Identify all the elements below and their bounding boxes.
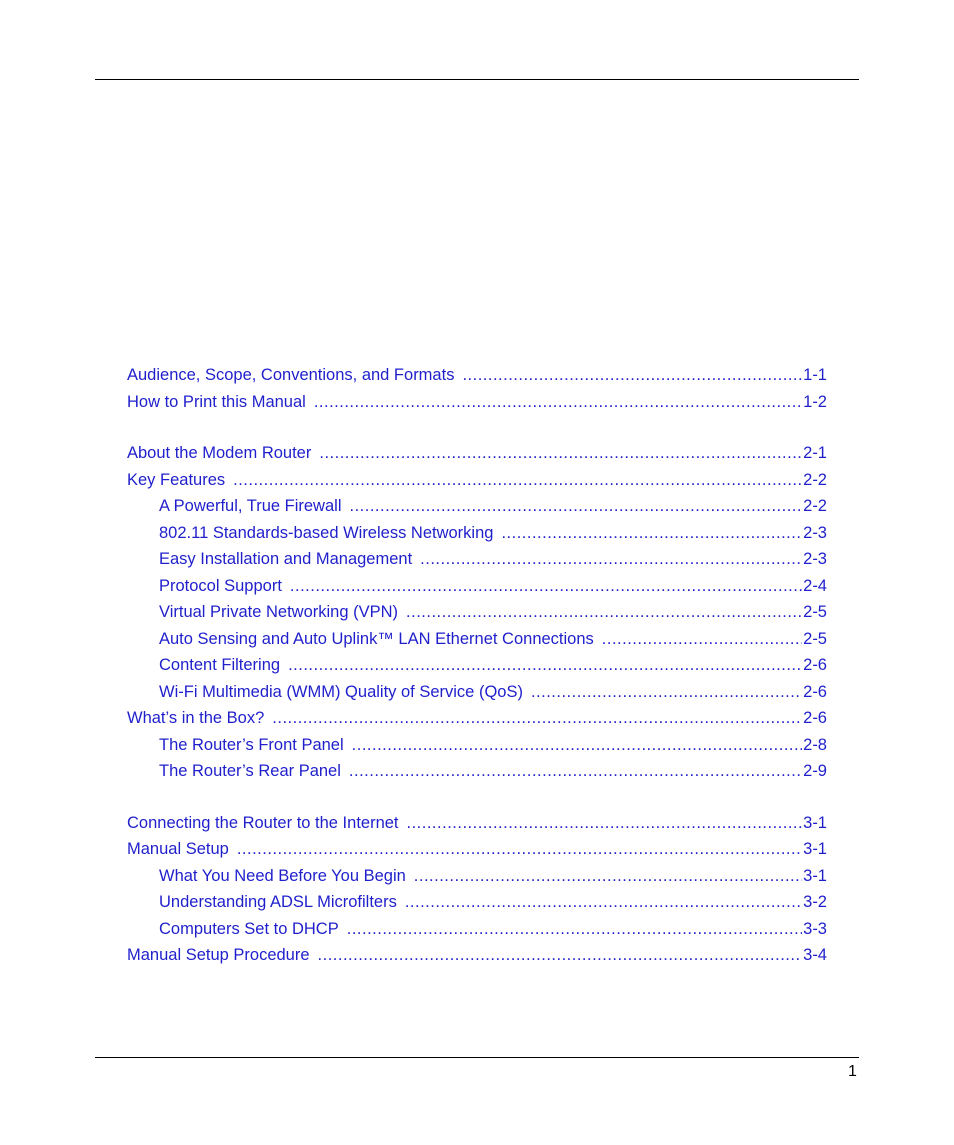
dot-leader bbox=[414, 863, 802, 890]
toc-page-number: 2-9 bbox=[803, 762, 827, 780]
toc-entry-title: Virtual Private Networking (VPN) bbox=[159, 603, 399, 621]
toc-subentry-link[interactable] bbox=[127, 732, 827, 759]
table-of-contents bbox=[127, 362, 827, 969]
toc-subentry-link[interactable] bbox=[127, 679, 827, 706]
dot-leader bbox=[462, 362, 802, 389]
toc-page-number: 2-1 bbox=[803, 444, 827, 462]
dot-leader bbox=[319, 440, 802, 467]
toc-entry-title: Connecting the Router to the Internet bbox=[127, 813, 399, 832]
toc-entry-link[interactable] bbox=[127, 705, 827, 732]
toc-page-number: 2-2 bbox=[803, 470, 827, 489]
toc-page-number: 2-3 bbox=[803, 523, 827, 542]
toc-page-number: 2-6 bbox=[803, 656, 827, 674]
dot-leader bbox=[347, 916, 802, 943]
dot-leader bbox=[352, 732, 802, 759]
toc-subentry-link[interactable] bbox=[127, 758, 827, 785]
toc-entry-title: Easy Installation and Management bbox=[159, 550, 413, 568]
toc-page-number: 2-3 bbox=[803, 550, 827, 568]
toc-page-number: 1-2 bbox=[803, 392, 827, 411]
dot-leader bbox=[349, 758, 802, 785]
toc-subentry-link[interactable] bbox=[127, 546, 827, 573]
toc-entry-title: How to Print this Manual bbox=[127, 392, 306, 411]
toc-entry-title: Audience, Scope, Conventions, and Formats bbox=[127, 366, 455, 384]
toc-page-number: 2-5 bbox=[803, 629, 827, 648]
toc-entry-title: Key Features bbox=[127, 470, 226, 489]
toc-entry-title: What You Need Before You Begin bbox=[159, 866, 406, 885]
toc-entry-title: Manual Setup Procedure bbox=[127, 946, 310, 964]
toc-subentry-link[interactable] bbox=[127, 599, 827, 626]
dot-leader bbox=[318, 942, 803, 969]
toc-page-number: 3-1 bbox=[803, 813, 827, 832]
toc-page-number: 3-2 bbox=[803, 893, 827, 911]
toc-entry-title: Auto Sensing and Auto Uplink™ LAN Ethernet Connections bbox=[159, 629, 594, 648]
dot-leader bbox=[420, 546, 802, 573]
toc-entry-title: Content Filtering bbox=[159, 656, 281, 674]
dot-leader bbox=[314, 389, 802, 416]
toc-section bbox=[127, 810, 827, 969]
toc-entry-title: Protocol Support bbox=[159, 576, 282, 595]
footer-rule bbox=[95, 1057, 859, 1058]
toc-section bbox=[127, 362, 827, 415]
toc-entry-title: What’s in the Box? bbox=[127, 709, 265, 727]
dot-leader bbox=[407, 810, 803, 837]
toc-entry-link[interactable] bbox=[127, 836, 827, 863]
toc-entry-title: A Powerful, True Firewall bbox=[159, 497, 342, 515]
dot-leader bbox=[405, 889, 802, 916]
toc-entry-title: The Router’s Rear Panel bbox=[159, 762, 341, 780]
dot-leader bbox=[233, 467, 802, 494]
toc-page-number: 2-5 bbox=[803, 603, 827, 621]
dot-leader bbox=[349, 493, 802, 520]
toc-subentry-link[interactable] bbox=[127, 889, 827, 916]
dot-leader bbox=[272, 705, 802, 732]
toc-page-number: 1-1 bbox=[803, 366, 827, 384]
toc-entry-link[interactable] bbox=[127, 810, 827, 837]
toc-page-number: 3-1 bbox=[803, 866, 827, 885]
toc-page-number: 2-6 bbox=[803, 709, 827, 727]
dot-leader bbox=[288, 652, 802, 679]
toc-subentry-link[interactable] bbox=[127, 863, 827, 890]
toc-subentry-link[interactable] bbox=[127, 573, 827, 600]
toc-entry-link[interactable] bbox=[127, 942, 827, 969]
toc-entry-title: Manual Setup bbox=[127, 840, 229, 858]
toc-entry-title: Computers Set to DHCP bbox=[159, 919, 339, 938]
dot-leader bbox=[406, 599, 802, 626]
toc-subentry-link[interactable] bbox=[127, 520, 827, 547]
toc-entry-link[interactable] bbox=[127, 467, 827, 494]
dot-leader bbox=[531, 679, 802, 706]
toc-subentry-link[interactable] bbox=[127, 493, 827, 520]
toc-entry-title: About the Modem Router bbox=[127, 444, 312, 462]
toc-subentry-link[interactable] bbox=[127, 626, 827, 653]
toc-page-number: 3-3 bbox=[803, 919, 827, 938]
toc-entry-title: The Router’s Front Panel bbox=[159, 735, 344, 754]
toc-entry-link[interactable] bbox=[127, 389, 827, 416]
toc-entry-link[interactable] bbox=[127, 440, 827, 467]
dot-leader bbox=[501, 520, 802, 547]
toc-entry-title: 802.11 Standards-based Wireless Networking bbox=[159, 523, 494, 542]
header-rule bbox=[95, 79, 859, 80]
toc-entry-title: Understanding ADSL Microfilters bbox=[159, 893, 397, 911]
toc-page-number: 2-8 bbox=[803, 735, 827, 754]
toc-page-number: 2-4 bbox=[803, 576, 827, 595]
toc-page-number: 3-4 bbox=[803, 946, 827, 964]
toc-subentry-link[interactable] bbox=[127, 916, 827, 943]
toc-entry-title: Wi-Fi Multimedia (WMM) Quality of Service (QoS) bbox=[159, 682, 523, 701]
toc-page-number: 3-1 bbox=[803, 840, 827, 858]
page-number: 1 bbox=[848, 1063, 857, 1080]
dot-leader bbox=[602, 626, 802, 653]
toc-page-number: 2-2 bbox=[803, 497, 827, 515]
toc-subentry-link[interactable] bbox=[127, 652, 827, 679]
toc-section bbox=[127, 440, 827, 785]
toc-entry-link[interactable] bbox=[127, 362, 827, 389]
toc-page-number: 2-6 bbox=[803, 682, 827, 701]
dot-leader bbox=[290, 573, 802, 600]
dot-leader bbox=[237, 836, 802, 863]
